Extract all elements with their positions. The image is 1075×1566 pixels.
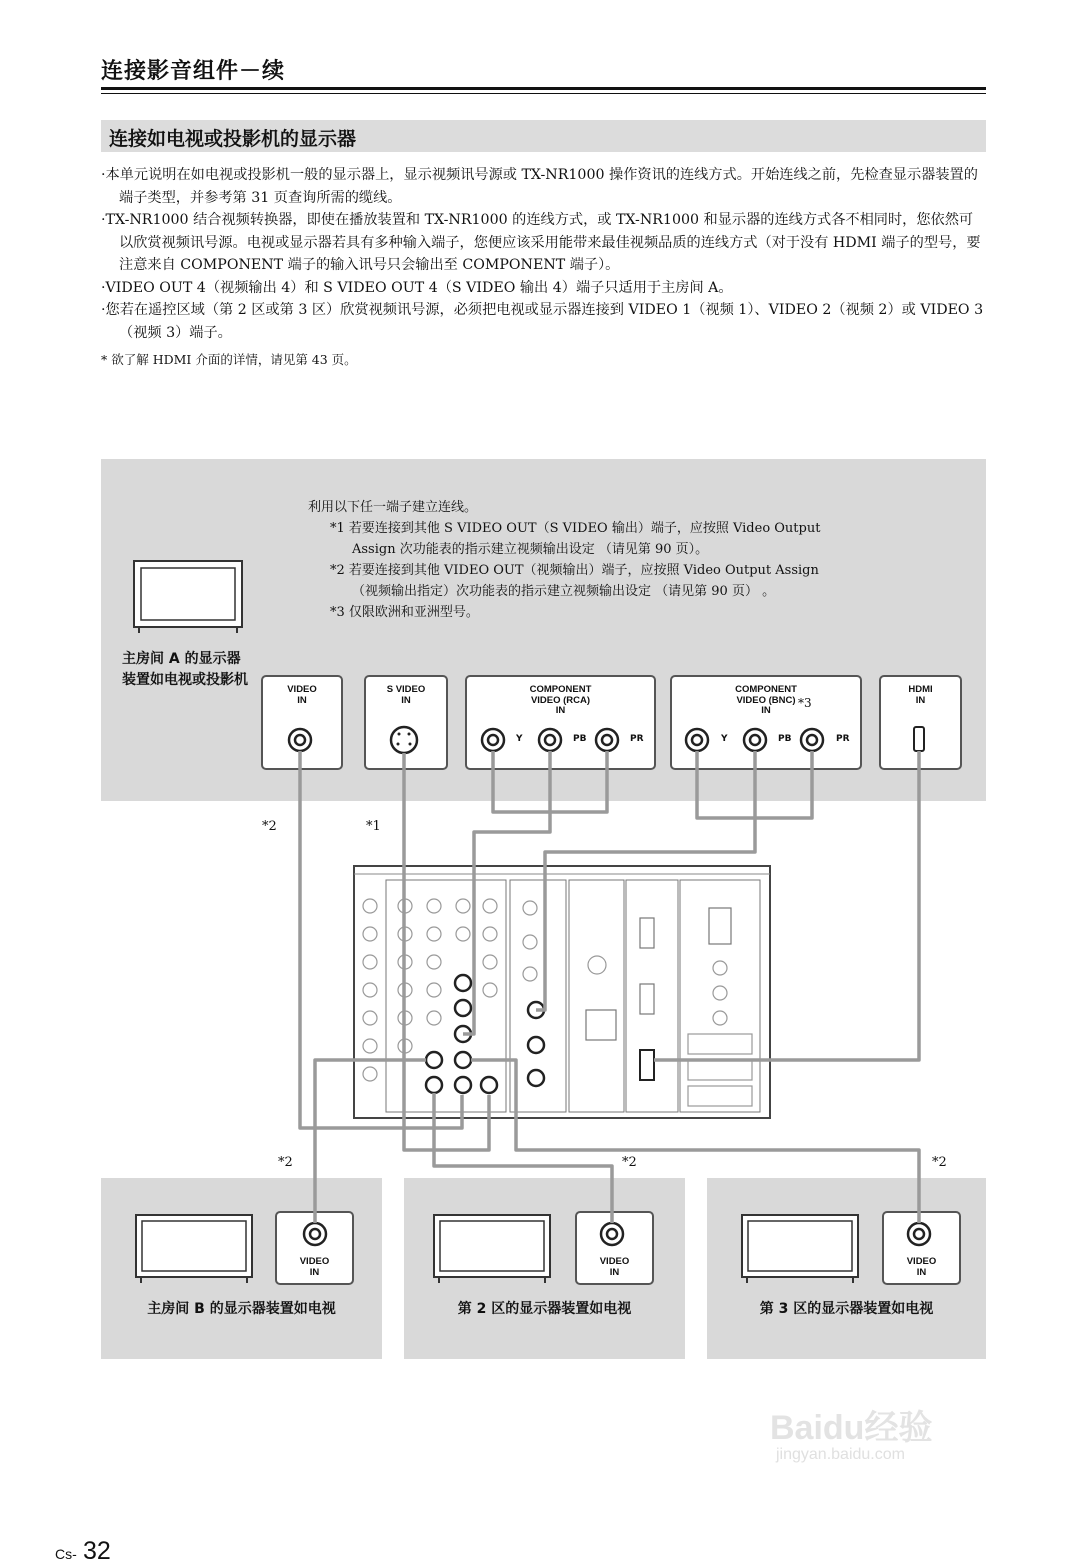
component-bnc-label: COMPONENT VIDEO (BNC) IN [735,684,797,716]
main-tv-label: 主房间 A 的显示器装置如电视或投影机 [122,651,248,688]
zone-2-label: 第 2 区的显示器装置如电视 [457,1301,632,1317]
rca-pb-label: PB [573,734,587,744]
page-number: 32 [83,1537,111,1565]
cable-note-video-out: *2 [262,819,277,834]
note-2: *2 若要连接到其他 VIDEO OUT（视频输出）端子，应按照 Video Output Assign [330,563,819,578]
note-1-cont: Assign 次功能表的指示建立视频输出设定 （请见第 90 页）。 [352,542,709,557]
bullet-1: ·本单元说明在如电视或投影机一般的显示器上，显示视频讯号源或 TX-NR1000 操作资讯的连线方式。开始连线之前，先检查显示器装置的端子类型，并参考第 31 页查询所需的缆线。 [101,167,978,206]
rca-y-label: Y [516,734,523,744]
bnc-pr-label: PR [836,734,850,744]
bnc-y-label: Y [721,734,728,744]
rca-pr-label: PR [630,734,644,744]
hdmi-in-label: HDMI IN [908,684,933,706]
cable-note-zone-3: *2 [932,1155,947,1170]
note-2-cont: （视频输出指定）次功能表的指示建立视频输出设定 （请见第 90 页） 。 [352,584,776,599]
footnote: * 欲了解 HDMI 介面的详情，请见第 43 页。 [101,352,357,367]
bnc-note-marker: *3 [798,696,812,710]
component-rca-label: COMPONENT VIDEO (RCA) IN [529,684,592,716]
video-in-label: VIDEO IN [287,684,317,706]
bullet-4: ·您若在遥控区域（第 2 区或第 3 区）欣赏视频讯号源，必须把电视或显示器连接到 VIDEO 1（视频 1）、VIDEO 2（视频 2）或 VIDEO 3（视频 3）端子。 [101,302,984,341]
room-b-label: 主房间 B 的显示器装置如电视 [147,1301,336,1317]
zone-3-label: 第 3 区的显示器装置如电视 [759,1301,934,1317]
watermark-logo: Baidu经验 [770,1409,933,1447]
note-1: *1 若要连接到其他 S VIDEO OUT（S VIDEO 输出）端子，应按照 Video Output [330,521,821,536]
s-video-in-label: S VIDEO IN [386,684,426,706]
section-heading: 连接如电视或投影机的显示器 [109,128,357,150]
receiver-rear-panel [354,866,770,1118]
page-number-prefix: Cs- [55,1546,77,1562]
cable-note-room-b: *2 [278,1155,293,1170]
bullet-2: ·TX-NR1000 结合视频转换器，即使在播放装置和 TX-NR1000 的连线方式，或 TX-NR1000 和显示器的连线方式各不相同时，您依然可以欣赏视频讯号源。电视或显示器若具有多种输入端子，您便应该采用能带来最佳视频品质的连线方式（对于没有 HDMI 端子的型号，要注意来自 COMPONENT 端子的输入讯号只会输出至 COMPONENT 端子）。 [101,212,981,273]
note-3: *3 仅限欧洲和亚洲型号。 [330,605,479,620]
top-jacks [289,727,823,753]
room-b-jack-label: VIDEO IN [299,1256,330,1278]
page-title: 连接影音组件－续 [101,59,286,84]
zone-3-jack-label: VIDEO IN [906,1256,937,1278]
watermark-url: jingyan.baidu.com [776,1446,905,1463]
zone-2-jack-label: VIDEO IN [599,1256,630,1278]
note-intro: 利用以下任一端子建立连线。 [308,500,478,515]
bnc-pb-label: PB [778,734,792,744]
bullet-3: ·VIDEO OUT 4（视频输出 4）和 S VIDEO OUT 4（S VIDEO 输出 4）端子只适用于主房间 A。 [101,279,733,296]
cable-note-s-video: *1 [366,819,381,834]
cable-note-zone-2: *2 [622,1155,637,1170]
